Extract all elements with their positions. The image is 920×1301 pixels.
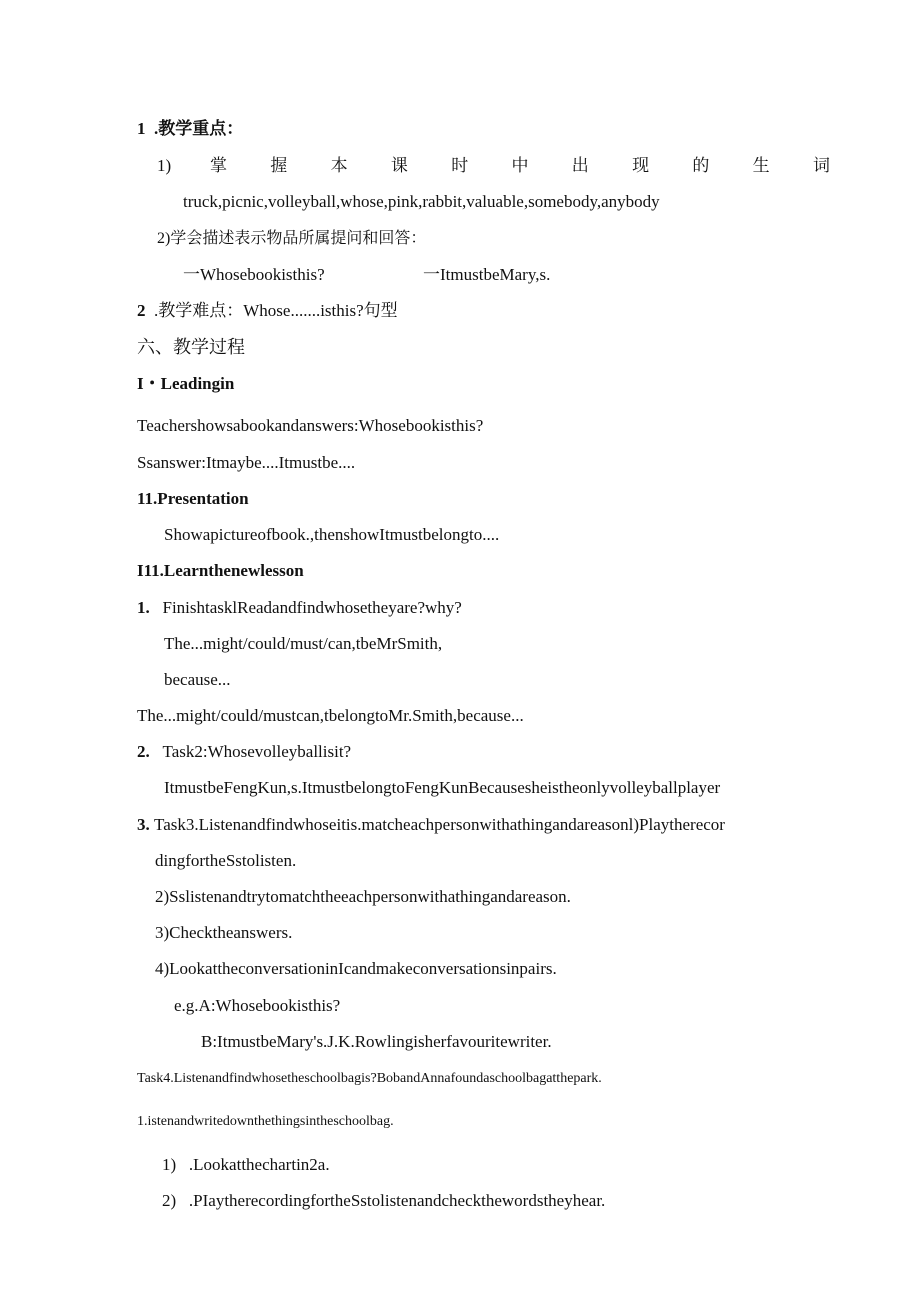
focus-item-1-label: 1) [157, 156, 172, 175]
heading-teaching-focus: 1 .教学重点： [137, 119, 244, 138]
task-4-listen: 1.istenandwritedownthethingsintheschoolbag. [137, 1114, 394, 1129]
task-1-pattern-a: The...might/could/must/can,tbeMrSmith, [164, 634, 443, 653]
presentation-text: Showapictureofbook.,thenshowItmustbelongto.... [164, 525, 500, 544]
task-4-step-2: 2) .PIaytherecordingfortheSstolistenandcheckthewordstheyhear. [162, 1191, 606, 1210]
task-1-because: because... [164, 670, 231, 689]
task-1: 1. FinishtasklReadandfindwhosetheyare?why? [137, 598, 462, 617]
leading-in-teacher: Teachershowsabookandanswers:Whosebookisthis? [137, 416, 484, 435]
example-dialog-b: B:ItmustbeMary's.J.K.Rowlingisherfavouritewriter. [201, 1032, 552, 1051]
step-leading-in: I・Leadingin [137, 374, 235, 393]
leading-in-students: Ssanswer:Itmaybe....Itmustbe.... [137, 453, 356, 472]
task-4: Task4.Listenandfindwhosetheschoolbagis?BobandAnnafoundaschoolbagatthepark. [137, 1071, 602, 1086]
example-dialog-a: e.g.A:Whosebookisthis? [174, 996, 341, 1015]
task-3-step-2: 2)Sslistenandtrytomatchtheeachpersonwithathingandareason. [155, 887, 571, 906]
task-2: 2. Task2:Whosevolleyballisit? [137, 742, 352, 761]
heading-teaching-difficulty: 2 .教学难点：Whose.......isthis?句型 [137, 301, 398, 320]
example-answer: 一ItmustbeMary,s. [423, 265, 551, 284]
section-teaching-process: 六、教学过程 [137, 337, 245, 357]
focus-item-1-spread-text: 掌 握 本 课 时 中 出 现 的 生 词 [210, 156, 830, 175]
task-3-continued: dingfortheSstolisten. [155, 851, 297, 870]
task-3-step-4: 4)LookattheconversationinIcandmakeconversationsinpairs. [155, 959, 557, 978]
task-1-pattern-b: The...might/could/mustcan,tbelongtoMr.Smith,because... [137, 706, 524, 725]
example-question: 一Whosebookisthis? [183, 265, 325, 284]
task-3-step-3: 3)Checktheanswers. [155, 923, 293, 942]
focus-item-2: 2)学会描述表示物品所属提问和回答： [157, 230, 427, 247]
step-presentation: 11.Presentation [137, 489, 249, 508]
task-3: 3. Task3.Listenandfindwhoseitis.matcheachpersonwithathingandareasonl)Playtherecor [137, 815, 725, 834]
task-2-answer: ItmustbeFengKun,s.ItmustbelongtoFengKunBecausesheistheonlyvolleyballplayer [164, 778, 721, 797]
task-4-step-1: 1) .Lookatthechartin2a. [162, 1155, 330, 1174]
step-learn-new-lesson: I11.Learnthenewlesson [137, 561, 304, 580]
vocabulary-list: truck,picnic,volleyball,whose,pink,rabbit,valuable,somebody,anybody [183, 192, 660, 211]
